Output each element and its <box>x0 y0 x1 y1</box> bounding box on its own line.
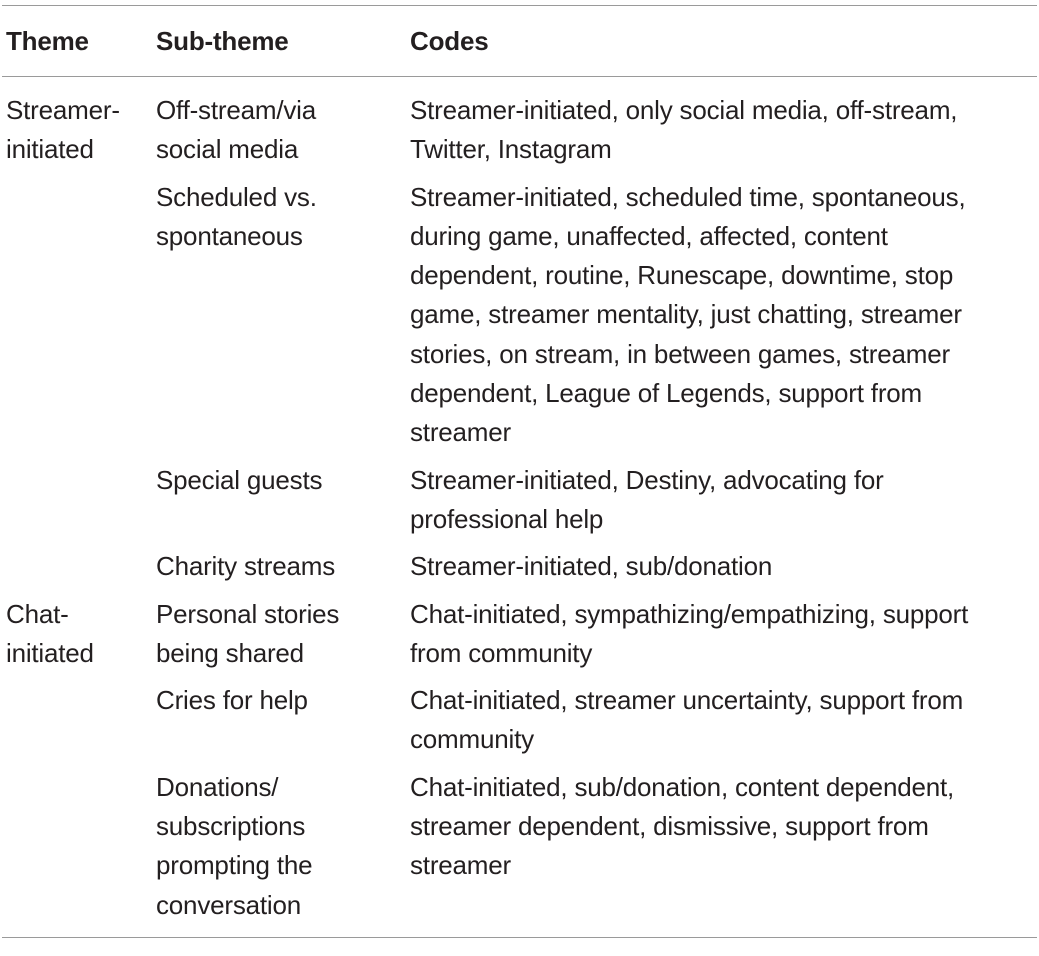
codes-cell <box>410 461 1037 540</box>
codes-cell-line: Streamer-initiated, scheduled time, spontaneous, <box>410 181 966 212</box>
theme-cell-line: Streamer- <box>6 95 120 125</box>
sub-theme-cell-line: spontaneous <box>156 220 303 251</box>
theme-cell-line: Chat- <box>6 598 69 629</box>
theme-cell-line: initiated <box>6 637 94 668</box>
codes-cell-line: stories, on stream, in between games, streamer <box>410 338 950 369</box>
codes-cell-line: Streamer-initiated, sub/donation <box>410 551 773 582</box>
table-row <box>2 461 1037 540</box>
sub-theme-cell <box>156 595 410 674</box>
sub-theme-cell-line: prompting the <box>156 850 313 881</box>
sub-theme-cell-line: Special guests <box>156 464 323 495</box>
sub-theme-cell <box>156 547 410 586</box>
theme-cell <box>2 91 156 170</box>
codes-cell <box>410 595 1037 674</box>
sub-theme-cell-line: subscriptions <box>156 811 306 842</box>
table-row <box>2 91 1037 170</box>
header-codes: Codes <box>410 25 489 56</box>
codes-cell-line: Chat-initiated, streamer uncertainty, support from <box>410 685 964 716</box>
codes-cell <box>410 178 1037 453</box>
table-row <box>2 178 1037 453</box>
header-row <box>2 6 1037 76</box>
table-body <box>2 77 1037 937</box>
header-theme: Theme <box>6 25 89 56</box>
codes-cell-line: from community <box>410 637 593 668</box>
codes-cell-line: professional help <box>410 503 604 534</box>
codes-cell-line: streamer <box>410 417 511 448</box>
sub-theme-cell-line: conversation <box>156 889 302 920</box>
theme-cell-line: initiated <box>6 134 94 165</box>
codes-cell-line: game, streamer mentality, just chatting, streamer <box>410 299 962 330</box>
sub-theme-cell-line: Off-stream/via <box>156 95 316 125</box>
codes-cell-line: Chat-initiated, sub/donation, content dependent, <box>410 771 955 802</box>
table-row <box>2 768 1037 925</box>
themes-table <box>2 5 1037 938</box>
sub-theme-cell <box>156 91 410 170</box>
codes-cell-line: Streamer-initiated, only social media, off-stream, <box>410 95 958 125</box>
codes-cell-line: during game, unaffected, affected, content <box>410 220 888 251</box>
sub-theme-cell <box>156 178 410 257</box>
sub-theme-cell-line: Donations/ <box>156 771 279 802</box>
codes-cell <box>410 547 1037 586</box>
bottom-rule <box>2 937 1037 938</box>
codes-cell-line: Chat-initiated, sympathizing/empathizing, support <box>410 598 969 629</box>
table-row <box>2 595 1037 674</box>
codes-cell-line: streamer dependent, dismissive, support from <box>410 811 929 842</box>
sub-theme-cell <box>156 768 410 925</box>
codes-cell-line: dependent, League of Legends, support from <box>410 378 922 409</box>
theme-cell <box>2 595 156 674</box>
sub-theme-cell-line: Personal stories <box>156 598 340 629</box>
sub-theme-cell <box>156 681 410 720</box>
codes-cell-line: dependent, routine, Runescape, downtime, stop <box>410 260 954 291</box>
table-row <box>2 547 1037 586</box>
codes-cell <box>410 681 1037 760</box>
sub-theme-cell-line: social media <box>156 134 299 165</box>
codes-cell-line: streamer <box>410 850 511 881</box>
table-row <box>2 681 1037 760</box>
codes-cell <box>410 91 1037 170</box>
sub-theme-cell <box>156 461 410 500</box>
sub-theme-cell-line: Scheduled vs. <box>156 181 317 212</box>
codes-cell-line: Streamer-initiated, Destiny, advocating for <box>410 464 884 495</box>
header-sub-theme: Sub-theme <box>156 25 289 56</box>
codes-cell <box>410 768 1037 886</box>
sub-theme-cell-line: being shared <box>156 637 304 668</box>
sub-theme-cell-line: Cries for help <box>156 685 308 716</box>
codes-cell-line: Twitter, Instagram <box>410 134 612 165</box>
sub-theme-cell-line: Charity streams <box>156 551 336 582</box>
codes-cell-line: community <box>410 724 534 755</box>
